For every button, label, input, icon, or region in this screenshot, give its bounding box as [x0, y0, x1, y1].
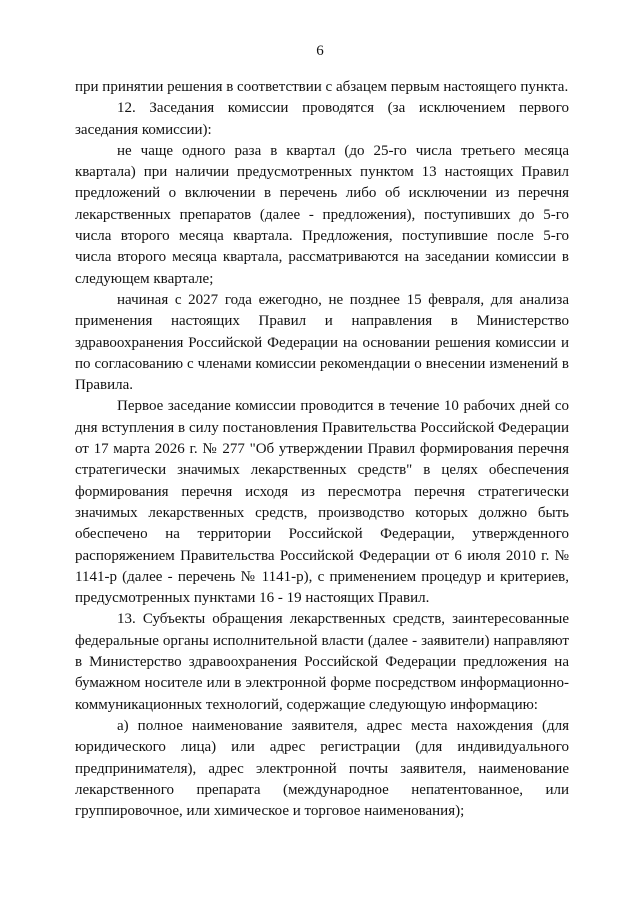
paragraph-item-13-a: а) полное наименование заявителя, адрес места нахождения (для юридического лица) или адрес регистрации (для индивидуального предпринимателя), адрес электронной почты заявителя, наименование лекарственного препарата (международное непатентованное, или группировочное, или химическое и торговое наименования); [75, 717, 569, 820]
paragraph-item-12-annual: начиная с 2027 года ежегодно, не позднее 15 февраля, для анализа применения настоящих Правил и направления в Министерство здравоохранения Российской Федерации на основании решения комиссии и по согласованию с членами комиссии рекомендации о внесении изменений в Правила. [75, 291, 569, 394]
paragraph-item-12: 12. Заседания комиссии проводятся (за исключением первого заседания комиссии): [75, 100, 569, 138]
page-number: 6 [316, 43, 324, 59]
document-body [75, 77, 569, 822]
paragraph-item-12-quarterly: не чаще одного раза в квартал (до 25-го числа третьего месяца квартала) при наличии предусмотренных пунктом 13 настоящих Правил предложений о включении в перечень либо об исключении из перечня лекарственных препаратов (далее - предложения), поступивших до 5-го числа второго месяца квартала. Предложения, поступившие после 5-го числа второго месяца квартала, рассматриваются на заседании комиссии в следующем квартале; [75, 142, 569, 287]
paragraph-item-12-first-meeting: Первое заседание комиссии проводится в течение 10 рабочих дней со дня вступления в силу постановления Правительства Российской Федерации от 17 марта 2026 г. № 277 "Об утверждении Правил формирования перечня стратегически значимых лекарственных средств" в целях обеспечения формирования перечня исходя из пересмотра перечня стратегически значимых лекарственных средств, производство которых должно быть обеспечено на территории Российской Федерации, утвержденного распоряжением Правительства Российской Федерации от 6 июля 2010 г. № 1141-р (далее - перечень № 1141-р), с применением процедур и критериев, предусмотренных пунктами 16 - 19 настоящих Правил. [75, 398, 569, 607]
paragraph-continuation: при принятии решения в соответствии с абзацем первым настоящего пункта. [75, 79, 569, 95]
paragraph-item-13: 13. Субъекты обращения лекарственных средств, заинтересованные федеральные органы исполнительной власти (далее - заявители) направляют в Министерство здравоохранения Российской Федерации предложения на бумажном носителе или в электронной форме посредством информационно-коммуникационных технологий, содержащие следующую информацию: [75, 611, 569, 713]
